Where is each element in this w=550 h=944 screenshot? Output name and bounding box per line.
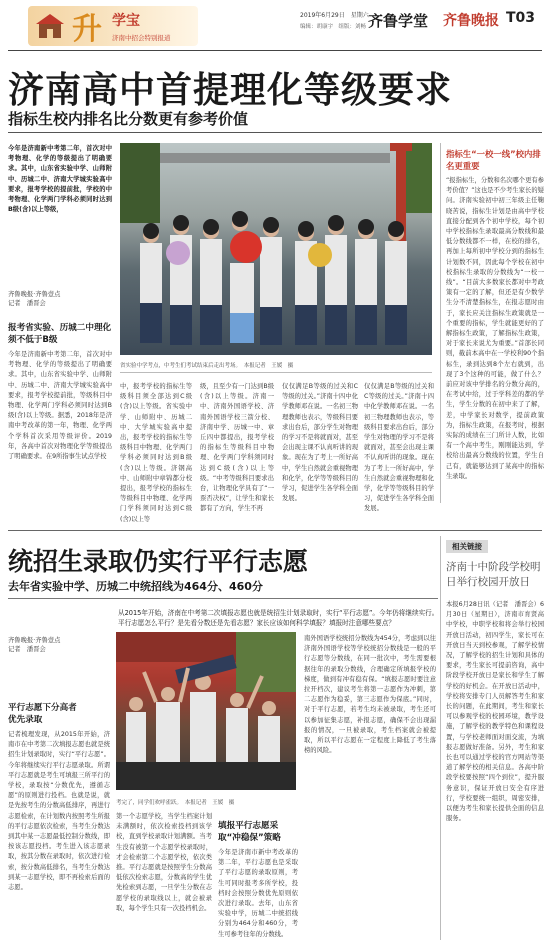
main-subhead: 报考省实验、历城二中理化须不低于B级 xyxy=(8,323,112,345)
main-body-col-4: 仅仅满足B等级的过关和C等级的过关。”济南十四中化学教师邓在说。一名初三物理教师也表示，等级科目要求出台后，部分学生对物理的学习不是将就面对，甚至会出现主课不认真听讲的现象。现在为了考上一所好高中，学生自然就会重视物理和化学，化学等等级科目的学习，促进学生各学科全面发展。 xyxy=(282,383,358,503)
main-headline: 济南高中首提理化等级要求 xyxy=(8,69,453,111)
logo-character: 升 xyxy=(72,12,102,47)
logo-subtitle: 济南中招会特别报道 xyxy=(112,34,171,42)
newspaper-brand: 齐鲁晚报 xyxy=(443,13,499,29)
second-body-col-4: 南外国语学校统招分数线为454分，考虑到以往济南外国语学校等学校统招分数线是一般的平行志愿等分数线，在同一批次中，考生需要根据往年的录取分数线，合理确定所填报学校的梯度，做到有冲有稳有保。“填报志愿时要注意拉开档次，建议考生将第一志愿作为冲刺，第二志愿作为稳妥，第三志愿作为保底。”同时，对于平行志愿，若考生均未被录取，考生还可以参加征集志愿，补报志愿，确保不会出现漏报的情况，一旦被录取，考生档案就会被提取，所以平行志愿在一定程度上降低了考生落榜的风险。 xyxy=(304,635,436,755)
second-subheadline: 去年省实验中学、历城二中统招线为464分、460分 xyxy=(8,580,263,593)
sidebar-divider xyxy=(440,143,441,503)
main-body-col-1: 今年是济南新中考第二年，首次对中考物理、化学的等级提出了明确要求。其中，山东省实验中学、山师附中、历城二中、济南大学城实验高中要求，报考学校提前批，等级科目中物理、化学两门学科必须同时达到B级(含)以上等级。据悉，2018年是济南中考改革的第一年，物理、化学两个学科首次采用等级评价。2019年，各高中首次对物理化学等级提出了明确要求。在9所指事生试点学校 xyxy=(8,351,112,461)
caption-rule xyxy=(120,372,432,373)
main-headline-rule xyxy=(8,132,542,133)
sidebar-bottom-divider xyxy=(440,536,441,940)
second-intro: 从2015年开始，济南在中考第二次填报志愿也就是统招生计划录取时，实行“平行志愿”。今年仍将继续实行。平行志愿怎么平行？是先看分数还是先看志愿？家长应该如何科学填报？填报时注意哪些要点？ xyxy=(118,609,439,628)
main-byline: 齐鲁晚报·齐鲁壹点 记者 潘晋会 xyxy=(8,291,61,307)
main-photo-caption: 省实验中学考点，中考生们考试结束后走出考场。 本报记者 王媛 摄 xyxy=(120,363,294,369)
page-number: T03 xyxy=(506,10,536,26)
graduates-celebrating-photo xyxy=(120,143,432,355)
school-building-icon xyxy=(32,10,68,42)
students-cheering-photo xyxy=(116,632,296,790)
second-byline: 齐鲁晚报·齐鲁壹点 记者 潘晋会 xyxy=(8,637,61,653)
masthead xyxy=(0,0,550,50)
second-headline-rule xyxy=(8,598,438,599)
editor-credit: 编辑：胡康宇 组版：刘畅 xyxy=(300,24,367,30)
related-links-label: 相关链接 xyxy=(446,540,488,553)
section-name: 齐鲁学堂 xyxy=(368,12,429,30)
second-headline: 统招生录取仍实行平行志愿 xyxy=(8,547,309,576)
second-photo xyxy=(116,632,296,790)
second-body-col-1: 记者梳理发现，从2015年开始，济南市在中考第二次填报志愿也就是统招生计划录取时，实行“平行志愿”。今年将继续实行平行志愿录取。所谓平行志愿就是考生可填报三所平行的学校，录取按“分数优先，遵循志愿”的原则进行投档。也就是说，就是先按考生的分数高低排序，再进行志愿检索，在计划数内按照考生所报的平行志愿依次检索，当考生分数达到其中某一志愿最低控制分数线，即按该志愿投档。考生进入该志愿录取，按其分数在录取时，依次进行检索，按分数高低排名，当考生分数达到某一志愿学校，即不再检索后面的志愿。 xyxy=(8,731,110,892)
main-photo xyxy=(120,143,432,355)
sidebar-top-title: 指标生“一校一线”校内排名更重要 xyxy=(446,149,541,171)
second-body-col-3: 今年是济南市新中考改革的第二年，平行志愿也是采取了平行志愿的录取原则，考生可同时报考多所学校，投档时会按照分数优先原则依次进行录取。去年，山东省实验中学，历城二中统招线分别为464分和460分，考生可参考往年的分数线。 xyxy=(218,849,298,938)
header-rule xyxy=(8,50,542,51)
sidebar-bottom-title: 济南十中阶段学校明日举行校园开放日 xyxy=(446,561,541,588)
sidebar-top-body: “报指标生，分数和名次哪个更有参考价值？”这也是不少考生家长的疑问。济南实验初中初三年级主任鞠晓苦说，指标生计划是由高中学校直接分配到各个初中学校，每个初中学校指标生录取最高分数线和最低分数线都不一样，在校的排名，再加上每所初中学校分到的指标生计划数不同，因此每个学校在初中校指标生录取的分数线为“一校一线”。“目前大多数家长都对中考政策有一定的了解，但还是有少数学生分不清楚指标生，在报志愿时由于，家长应关注指标生政策就是一个重要的指标，学生就能更好的了解指标生政策，了解指标生政策，对于家长来说尤为重要。”首部长同则，截前本高中在一学校利90个指标生，录到达到8个左右就到，出现了3个这种的可能，做了什么？前应对该中学排名的分数分高的，在考试中给，过于学科差的都的学生，学生分数的在初中来了了解，差，中学家长对数学，提前政策为，指标生政策，在报考时，根据实际的成绩在三门所计人数，比如有一个高中考生，刚刚能达到，学校给出最高分数线的位置，学生自己有，就能够达到了某高中的指标生录取。 xyxy=(446,177,544,480)
section-rule xyxy=(8,530,542,531)
main-body-col-5: 仅仅满足B等级的过关和C等级的过关。”济南十四中化学教师邓在说。一名初三物理教师也表示，等级科目要求出台后，部分学生对物理的学习不是将就面对，甚至会出现主课不认真听讲的现象。现在为了考上一所好高中，学生自然就会重视物理和化学，化学等等级科目的学习，促进学生各学科全面发展。 xyxy=(364,383,434,513)
main-body-col-3: 级，且至少有一门达到B级(含)以上等级。济南一中、济南外国语学校、济南外国语学校三箭分校、济南中学、历城一中、章丘四中都提出，报考学校的指标生等级科目中物理、化学两门学科须同时达到C级(含)以上等级。“中考等级科目要求出台，让物理化学具有了“一票否决权”，让学生和家长都有了方向，学生不再 xyxy=(200,383,274,513)
main-intro: 今年是济南新中考第二年，首次对中考物理、化学的等级提出了明确要求。其中，山东省实验中学、山师附中、历城二中、济南大学城实验高中要求，报考学校的提前批，学校的中考物理、化学两门学科必须同时达到B级(含)以上等级， xyxy=(8,145,112,214)
second-subhead-1: 平行志愿下分高者优先录取 xyxy=(8,703,77,725)
main-subheadline: 指标生校内排名比分数更有参考价值 xyxy=(8,110,249,128)
main-body-col-2: 中，报考学校的指标生等级科目须全部达到C级(含)以上等级。省实验中学、山师附中、历城二中、大学城实验高中提出，报考学校的指标生等级科目中物理、化学两门学科必须同时达到B级(含)以上等级。济钢高中、山师附中章锦都分校提出，报考学校的指标生等级科目中物理、化学两门学科须同时达到C级(含)以上等 xyxy=(120,383,192,523)
issue-date: 2019年6月29日 星期六 xyxy=(300,12,369,19)
second-subhead-2: 填报平行志愿采取“冲稳保”策略 xyxy=(218,821,281,843)
sidebar-bottom-body: 本报6月28日讯（记者 潘晋会）6月30日（星期日），济南市育贤高中学校，中职学校和将会举行校园开放日活动，初四学生，家长可在开放日当天到校参观，了解学校情况，了解学校的招生计划和具体的要求，考生家长可提前咨询，高中阶段学校开放日是家长和学生了解学校的好机会。在开放日活动中，学校将安排专门人员解答考生和家长的问题，在此期间，考生和家长可以参观学校的校园环境，教学设施，了解学校的教学特色和课程设置，与学校老师面对面交流，为填报志愿做好准备。另外，考生和家长也可以通过学校的官方网站等渠道了解学校的相关信息。各高中阶段学校要按照“四个到位”，提升服务意识，保证开放日安全有序进行，学校要统一组织，周密安排，以便为考生和家长提供全面的信息服务。 xyxy=(446,601,544,823)
second-body-col-2: 第一个志愿学校，当学生档案计划未满额时，依次检索投档到该学校，直到学校录取计划满额。当考生没有被第一个志愿学校录取时，才会检索第二个志愿学校，依次类推。平行志愿就是按照学生分数高低依次检索志愿，分数高的学生优先检索到志愿，一旦学生分数在志愿学校的录取线以上，就会被录取，每个学生只有一次投档机会。 xyxy=(116,813,212,912)
logo-wordmark: 学宝 xyxy=(112,13,140,29)
second-photo-caption: 考完了，同学们欢呼雀跃。 本报记者 王媛 摄 xyxy=(116,800,235,806)
